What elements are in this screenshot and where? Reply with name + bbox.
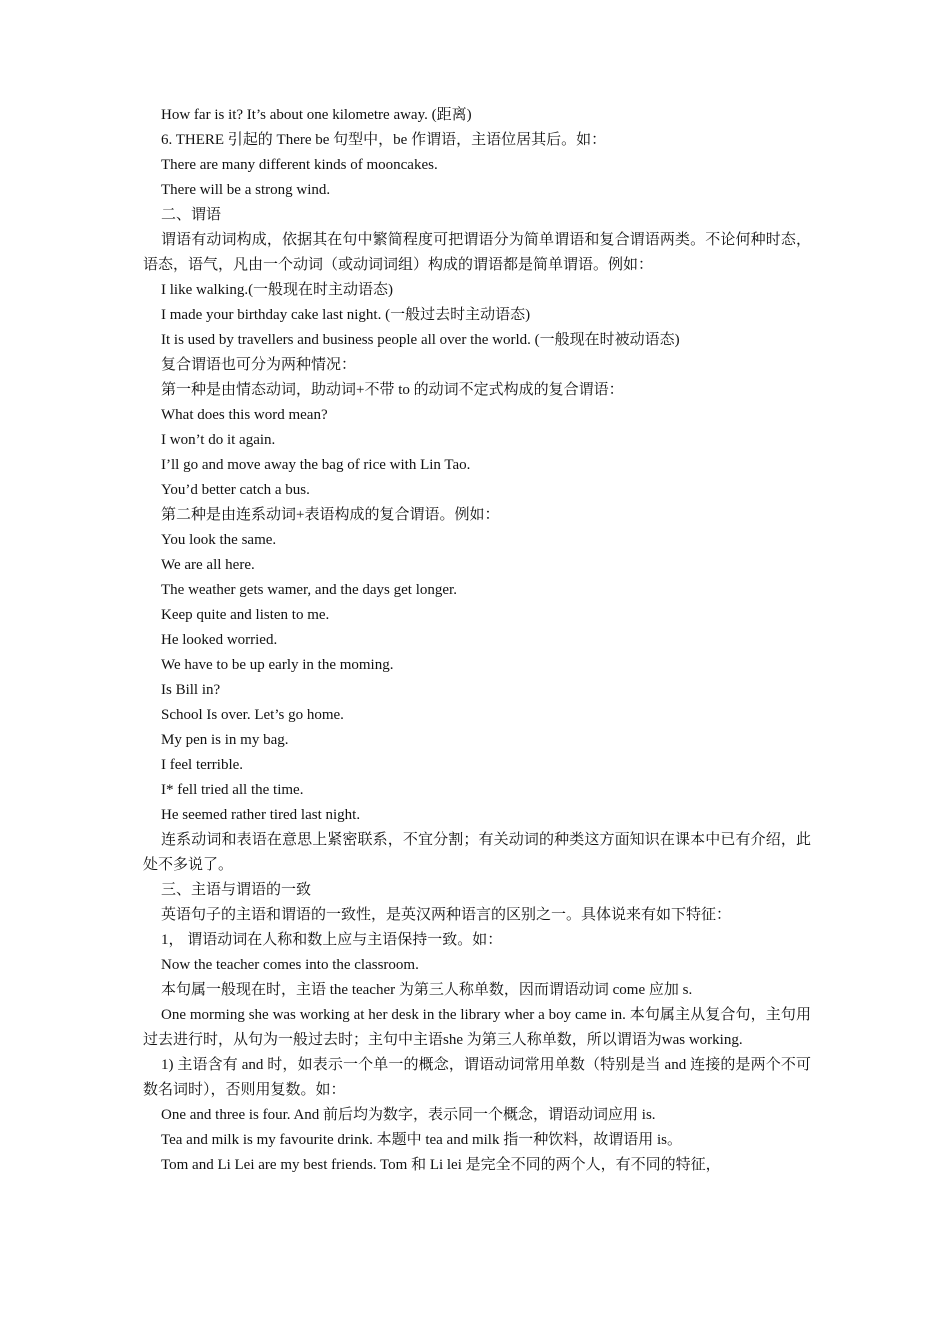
example-sentence: He looked worried.: [161, 632, 278, 648]
text-line: 复合谓语也可分为两种情况：: [161, 357, 357, 373]
example-sentence: What does this word mean?: [161, 407, 328, 423]
text-line: 第二种是由连系动词+表语构成的复合谓语。例如：: [161, 507, 500, 523]
paragraph: 谓语有动词构成，依据其在句中繁简程度可把谓语分为简单谓语和复合谓语两类。不论何种时态，语态，语气，凡由一个动词（或动词词组）构成的谓语都是简单谓语。例如：: [143, 232, 811, 273]
paragraph: 1) 主语含有 and 时，如表示一个单一的概念，谓语动词常用单数（特别是当 and 连接的是两个不可数名词时），否则用复数。如：: [143, 1057, 811, 1098]
section-heading: 二、谓语: [161, 207, 222, 223]
example-sentence: School Is over. Let’s go home.: [161, 707, 344, 723]
example-sentence: You’d better catch a bus.: [161, 482, 310, 498]
example-sentence: You look the same.: [161, 532, 277, 548]
text-line: 英语句子的主语和谓语的一致性，是英汉两种语言的区别之一。具体说来有如下特征：: [161, 907, 732, 923]
example-sentence: Tea and milk is my favourite drink. 本题中 tea and milk 指一种饮料，故谓语用 is。: [161, 1132, 682, 1148]
text-line: 1， 谓语动词在人称和数上应与主语保持一致。如：: [161, 932, 503, 948]
text-line: There are many different kinds of mooncakes.: [161, 157, 438, 173]
example-sentence: I like walking.(一般现在时主动语态): [161, 282, 394, 298]
example-sentence: I* fell tried all the time.: [161, 782, 304, 798]
example-sentence: I feel terrible.: [161, 757, 244, 773]
paragraph: 连系动词和表语在意思上紧密联系，不宜分割；有关动词的种类这方面知识在课本中已有介绍，此处不多说了。: [143, 832, 811, 873]
example-sentence: We are all here.: [161, 557, 255, 573]
example-sentence: Tom and Li Lei are my best friends. Tom 和 Li lei 是完全不同的两个人，有不同的特征，: [161, 1157, 721, 1173]
example-sentence: It is used by travellers and business people all over the world. (一般现在时被动语态): [161, 332, 680, 348]
document-body: [143, 103, 811, 1178]
example-sentence: I made your birthday cake last night. (一般过去时主动语态): [161, 307, 531, 323]
example-sentence: We have to be up early in the moming.: [161, 657, 394, 673]
example-sentence: Is Bill in?: [161, 682, 221, 698]
example-sentence: He seemed rather tired last night.: [161, 807, 361, 823]
text-line: 本句属一般现在时，主语 the teacher 为第三人称单数，因而谓语动词 come 应加 s.: [161, 982, 693, 998]
text-line: 6. THERE 引起的 There be 句型中，be 作谓语，主语位居其后。如：: [161, 132, 607, 148]
example-sentence: One and three is four. And 前后均为数字，表示同一个概念，谓语动词应用 is.: [161, 1107, 656, 1123]
example-sentence: I’ll go and move away the bag of rice with Lin Tao.: [161, 457, 471, 473]
example-sentence: I won’t do it again.: [161, 432, 276, 448]
text-line: There will be a strong wind.: [161, 182, 331, 198]
example-sentence: My pen is in my bag.: [161, 732, 289, 748]
example-sentence: The weather gets wamer, and the days get longer.: [161, 582, 457, 598]
example-sentence: Keep quite and listen to me.: [161, 607, 330, 623]
paragraph: One morming she was working at her desk in the library wher a boy came in. 本句属主从复合句，主句用过去进行时，从句为一般过去时；主句中主语she 为第三人称单数，所以谓语为was working.: [143, 1007, 811, 1048]
text-line: How far is it? It’s about one kilometre away. (距离): [161, 107, 472, 123]
text-line: 第一种是由情态动词，助动词+不带 to 的动词不定式构成的复合谓语：: [161, 382, 624, 398]
example-sentence: Now the teacher comes into the classroom.: [161, 957, 419, 973]
section-heading: 三、主语与谓语的一致: [161, 882, 312, 898]
